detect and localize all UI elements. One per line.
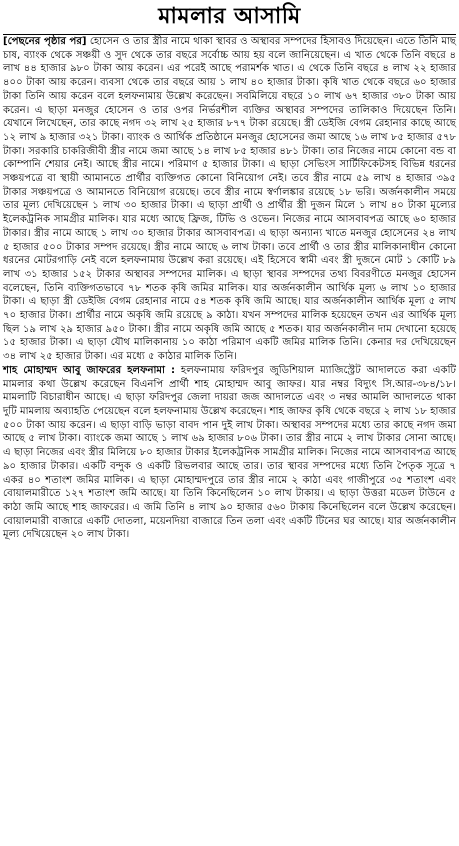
paragraph-affidavit — [3, 364, 456, 542]
paragraph-text: হোসেন ও তার স্ত্রীর নামে থাকা স্থাবর ও অস্থাবর সম্পদের হিসাবও দিয়েছেন। এতে তিনি মাছ চাষ, ব্যাংক থেকে সঞ্চয়ী ও সুদ থেকে তার বছরে সর্বোচ্চ আয় হয় বলে জানিয়েছেন। এ খাত থেকে তিনি বছরে ৪ লাখ ৪৪ হাজার ৯৮০ টাকা আয় করেন। এর পরেই আছে পরামর্শক খাত। এ থেকে তিনি বছরে ৪ লাখ ২২ হাজার ৪০০ টাকা আয় করেন। ব্যবসা থেকে তার বছরে আয় ১ লাখ ৪০ হাজার টাকা। কৃষি খাত থেকে বছরে ৬০ হাজার টাকা তিনি আয় করেন বলে হলফনামায় উল্লেখ করেছেন। সবমিলিয়ে বছরে ১০ লাখ ৬৭ হাজার ৩৮০ টাকা আয় করেন। এ ছাড়া মনজুর হোসেন ও তার ওপর নির্ভরশীল ব্যক্তির অস্থাবর সম্পদের তালিকাও দিয়েছেন তিনি। যেখানে লিখেছেন, তার কাছে নগদ ৩২ লাখ ২৫ হাজার ৮৭৭ টাকা রয়েছে। স্ত্রী ডেইজি বেগম রেহানার কাছে আছে ১২ লাখ ৯ হাজার ৩২১ টাকা। ব্যাংক ও আর্থিক প্রতিষ্ঠানে মনজুর হোসেনের জমা আছে ১৬ লাখ ৮৫ হাজার ৫৭৮ টাকা। সরকারি চাকরিজীবী স্ত্রীর নামে জমা আছে ১৪ লাখ ৮৫ হাজার ৪৮১ টাকা। তার নিজের নামে কোনো বন্ড বা কোম্পানি শেয়ার নেই। আছে স্ত্রীর নামে। পরিমাণ ৫ হাজার টাকা। এ ছাড়া সেভিংস সার্টিফিকেটসহ বিভিন্ন ধরনের সঞ্চয়পত্রে বা স্থায়ী আমানতে প্রার্থীর ব্যক্তিগত কোনো বিনিয়োগ নেই। তবে স্ত্রীর নামে ৫৯ লাখ ৪ হাজার ৩৯৫ টাকার সঞ্চয়পত্রে ও আমানতে বিনিয়োগ রয়েছে। তবে স্ত্রীর নামে স্বর্ণালঙ্কার রয়েছে ১৮ ভরি। অর্জনকালীন সময়ে তার মূল্য দেখিয়েছেন ১ লাখ ৩০ হাজার টাকা। এ ছাড়া প্রার্থী ও প্রার্থীর স্ত্রী দুজন মিলে ১ লাখ ৪০ টাকা মূল্যের ইলেকট্রনিক সামগ্রীর মালিক। যার মধ্যে আছে ফ্রিজ, টিভি ও ওভেন। নিজের নামে আসবাবপত্র আছে ৬০ হাজার টাকার। স্ত্রীর নামে আছে ১ লাখ ৩০ হাজার টাকার আসবাবপত্র। এ ছাড়া অন্যান্য খাতে মনজুর হোসেনের ২৪ লাখ ৫ হাজার ৫০০ টাকার সম্পদ রয়েছে। স্ত্রীর নামে আছে ৬ লাখ টাকা। তবে প্রার্থী ও তার স্ত্রীর মালিকানাধীন কোনো ধরনের মোটরগাড়ি নেই বলে হলফনামায় উল্লেখ করা রয়েছে। এই হিসেবে স্বামী এবং স্ত্রী দুজনে মোট ১ কোটি ৮৯ লাখ ৩১ হাজার ১৫২ টাকার অস্থাবর সম্পদের মালিক। এ ছাড়া স্থাবর সম্পদের তথ্য বিবরণীতে মনজুর হোসেন বলেছেন, তিনি ব্যক্তিগতভাবে ৭৮ শতক কৃষি জমির মালিক। যার অর্জনকালীন আর্থিক মূল্য ৬ লাখ ১০ হাজার টাকা। এ ছাড়া স্ত্রী ডেইজি বেগম রেহানার নামে ৫৪ শতক কৃষি জমি আছে। যার অর্জনকালীন আর্থিক মূল্য ৫ লাখ ৭০ হাজার টাকা। প্রার্থীর নামে অকৃষি জমি রয়েছে ৯ কাঠা। যখন সম্পদের মালিক হয়েছেন তখন এর আর্থিক মূল্য ছিল ১৯ লাখ ২৯ হাজার ৯৫০ টাকা। স্ত্রীর নামে অকৃষি জমি আছে ৫ শতক। যার অর্জনকালীন দাম দেখানো হয়েছে ১৫ হাজার টাকা। এ ছাড়া যৌথ মালিকানায় ১০ কাঠা পরিমাণ একটি জমির মালিক তিনি। কেনার দর দেখিয়েছেন ৩৪ লাখ ২৫ হাজার টাকা। এর মধ্যে ৫ কাঠার মালিক তিনি। — [3, 36, 456, 363]
headline: মামলার আসামি — [158, 3, 301, 29]
paragraph-candidate-assets — [3, 35, 456, 364]
article-body — [3, 35, 456, 542]
continued-tag: [পেছনের পৃষ্ঠার পর] — [3, 36, 87, 47]
headline-bar — [3, 0, 456, 35]
section-subheading: শাহ মোহাম্মদ আবু জাফরের হলফনামা : — [3, 364, 176, 376]
paragraph-text: হলফনামায় ফরিদপুর জুডিশিয়াল ম্যাজিস্ট্রেট আদালতে করা একটি মামলার কথা উল্লেখ করেছেন বিএনপি প্রার্থী শাহ মোহাম্মদ আবু জাফর। যার নম্বর বিদ্যুৎ সি.আর-৩৮৪/১৮। মামলাটি বিচারাধীন আছে। এ ছাড়া ফরিদপুর জেলা দায়রা জজ আদালতে এবং ৩ নম্বর আমলি আদালতে থাকা দুটি মামলায় অব্যাহতি পেয়েছেন বলে হলফনামায় উল্লেখ করেছেন। শাহ জাফর কৃষি থেকে বছরে ২ লাখ ১৮ হাজার ৫০০ টাকা আয় করেন। এ ছাড়া বাড়ি ভাড়া বাবদ পান দুই লাখ টাকা। অস্থাবর সম্পদের মধ্যে তার কাছে নগদ জমা আছে ৫ লাখ টাকা। ব্যাংকে জমা আছে ১ লাখ ৬৯ হাজার ৮০৬ টাকা। তার স্ত্রীর নামে ২ লাখ টাকার সোনা আছে। এ ছাড়া নিজের এবং স্ত্রীর মিলিয়ে ৮০ হাজার টাকার ইলেকট্রনিক সামগ্রীর মালিক। নিজের নামে আসবাবপত্র আছে ৯০ হাজার টাকার। একটি বন্দুক ও একটি রিভলবার আছে তার। তার স্থাবর সম্পদের মধ্যে তিনি পৈতৃক সূত্রে ৭ একর ৪০ শতাংশ জমির মালিক। এ ছাড়া মোহাম্মদপুরে তার স্ত্রীর নামে ২ কাঠা এবং গাজীপুরে ৩৫ শতাংশ এবং বোয়ালমারীতে ১২৭ শতাংশ জমি আছে। যা তিনি কিনেছিলেন ১০ লাখ টাকায়। এ ছাড়া উত্তরা মডেল টাউনে ৫ কাঠা জমি আছে শাহ জাফরের। এ জমি তিনি ৪ লাখ ৯০ হাজার ৫৬০ টাকায় কিনেছিলেন বলে উল্লেখ করেছেন। বোয়ালমারী বাজারে একটি দোতলা, ময়েনদিয়া বাজারে তিন তলা এবং একটি টিনের ঘর আছে। যার অর্জনকালীন মূল্য দেখিয়েছেন ২০ লাখ টাকা। — [3, 364, 456, 541]
